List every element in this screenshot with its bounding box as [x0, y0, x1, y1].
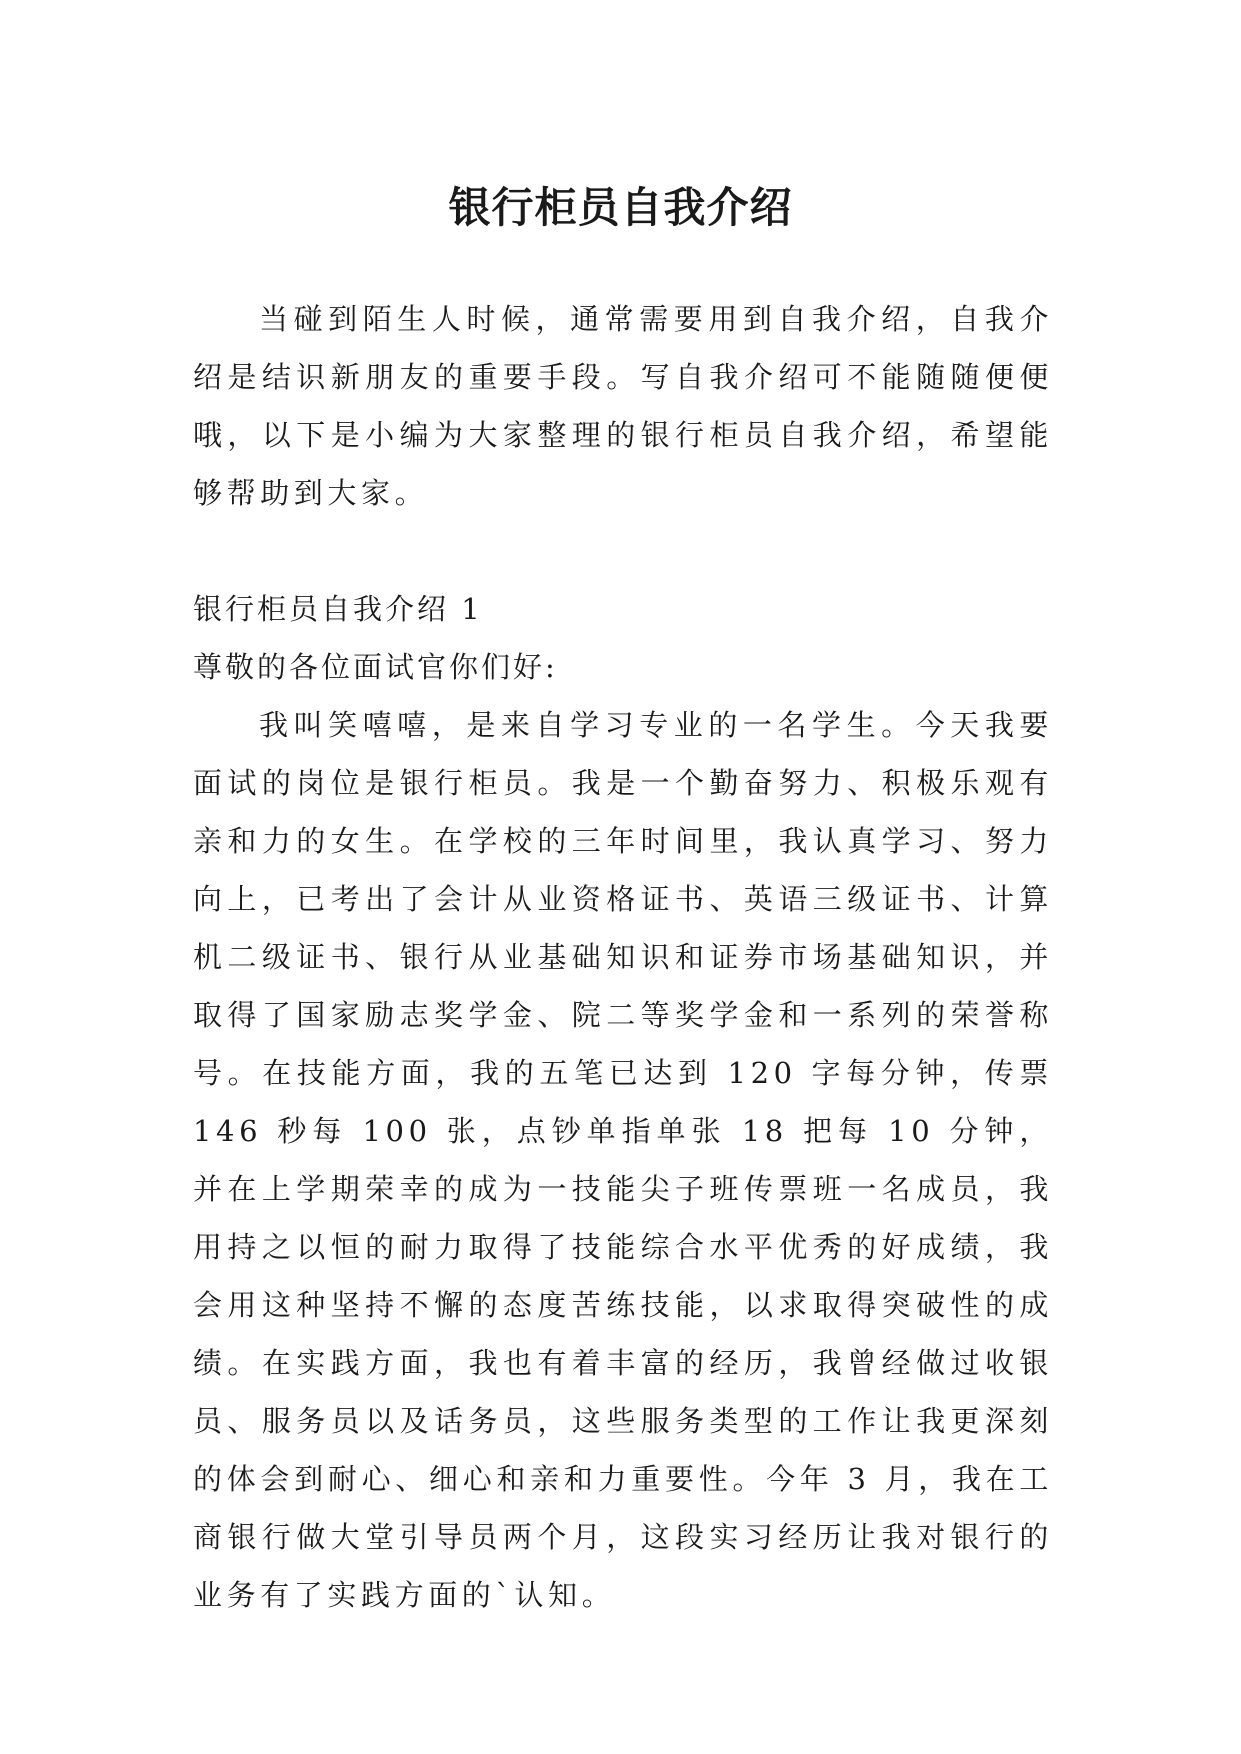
document-title: 银行柜员自我介绍 — [448, 183, 793, 233]
body-paragraph: 我叫笑嘻嘻，是来自学习专业的一名学生。今天我要面试的岗位是银行柜员。我是一个勤奋努力、积极乐观有亲和力的女生。在学校的三年时间里，我认真学习、努力向上，已考出了会计从业资格证书、英语三级证书、计算机二级证书、银行从业基础知识和证券市场基础知识，并取得了国家励志奖学金、院二等奖学金和一系列的荣誉称号。在技能方面，我的五笔已达到 120 字每分钟，传票 146 秒每 100 张，点钞单指单张 18 把每 10 分钟，并在上学期荣幸的成为一技能尖子班传票班一名成员，我用持之以恒的耐力取得了技能综合水平优秀的好成绩，我会用这种坚持不懈的态度苦练技能，以求取得突破性的成绩。在实践方面，我也有着丰富的经历，我曾经做过收银员、服务员以及话务员，这些服务类型的工作让我更深刻的体会到耐心、细心和亲和力重要性。今年 3 月，我在工商银行做大堂引导员两个月，这段实习经历让我对银行的业务有了实践方面的`认知。 — [193, 708, 1053, 1612]
intro-paragraph: 当碰到陌生人时候，通常需要用到自我介绍，自我介绍是结识新朋友的重要手段。写自我介绍可不能随随便便哦，以下是小编为大家整理的银行柜员自我介绍，希望能够帮助到大家。 — [193, 302, 1053, 510]
section-heading: 银行柜员自我介绍 1 — [193, 592, 483, 626]
salutation: 尊敬的各位面试官你们好: — [193, 650, 558, 684]
